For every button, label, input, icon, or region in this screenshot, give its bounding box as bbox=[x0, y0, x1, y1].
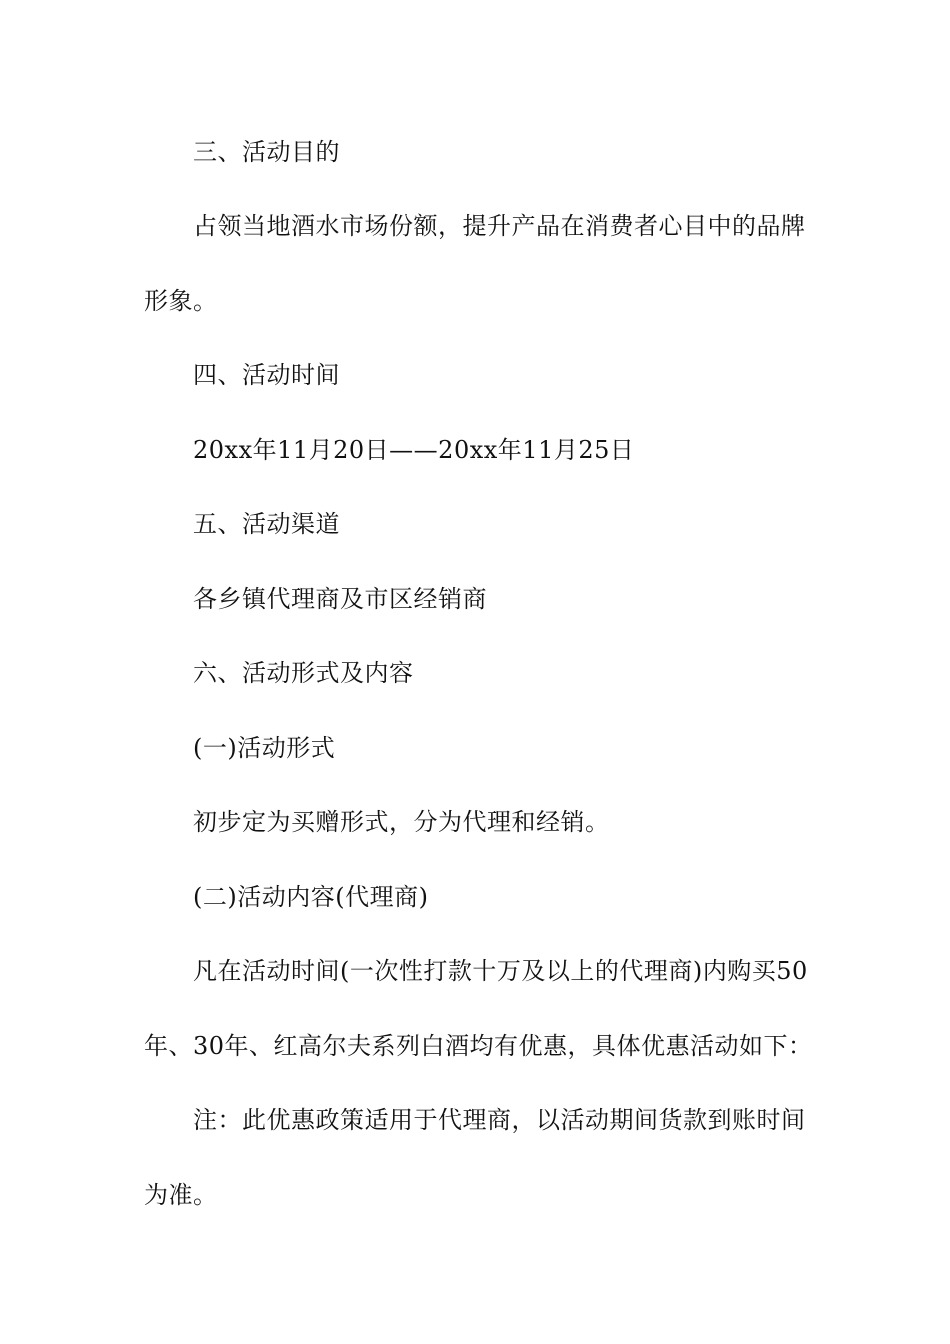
section-heading-form-content: 六、活动形式及内容 bbox=[193, 659, 414, 687]
paragraph-line: 初步定为买赠形式，分为代理和经销。 bbox=[193, 808, 610, 836]
paragraph-line: 凡在活动时间(一次性打款十万及以上的代理商)内购买50 bbox=[193, 957, 808, 985]
paragraph-line: 为准。 bbox=[144, 1181, 218, 1209]
section-heading-purpose: 三、活动目的 bbox=[193, 138, 340, 166]
note-line: 注：此优惠政策适用于代理商，以活动期间货款到账时间 bbox=[193, 1106, 806, 1134]
section-heading-channel: 五、活动渠道 bbox=[193, 510, 340, 538]
paragraph-line: 占领当地酒水市场份额，提升产品在消费者心目中的品牌 bbox=[193, 212, 806, 240]
subsection-heading-form: (一)活动形式 bbox=[193, 734, 336, 762]
subsection-heading-content: (二)活动内容(代理商) bbox=[193, 883, 429, 911]
paragraph-line: 20xx年11月20日——20xx年11月25日 bbox=[193, 436, 635, 464]
paragraph-line: 各乡镇代理商及市区经销商 bbox=[193, 585, 487, 613]
paragraph-line: 形象。 bbox=[144, 287, 218, 315]
paragraph-line: 年、30年、红高尔夫系列白酒均有优惠，具体优惠活动如下： bbox=[144, 1032, 813, 1060]
section-heading-time: 四、活动时间 bbox=[193, 361, 340, 389]
